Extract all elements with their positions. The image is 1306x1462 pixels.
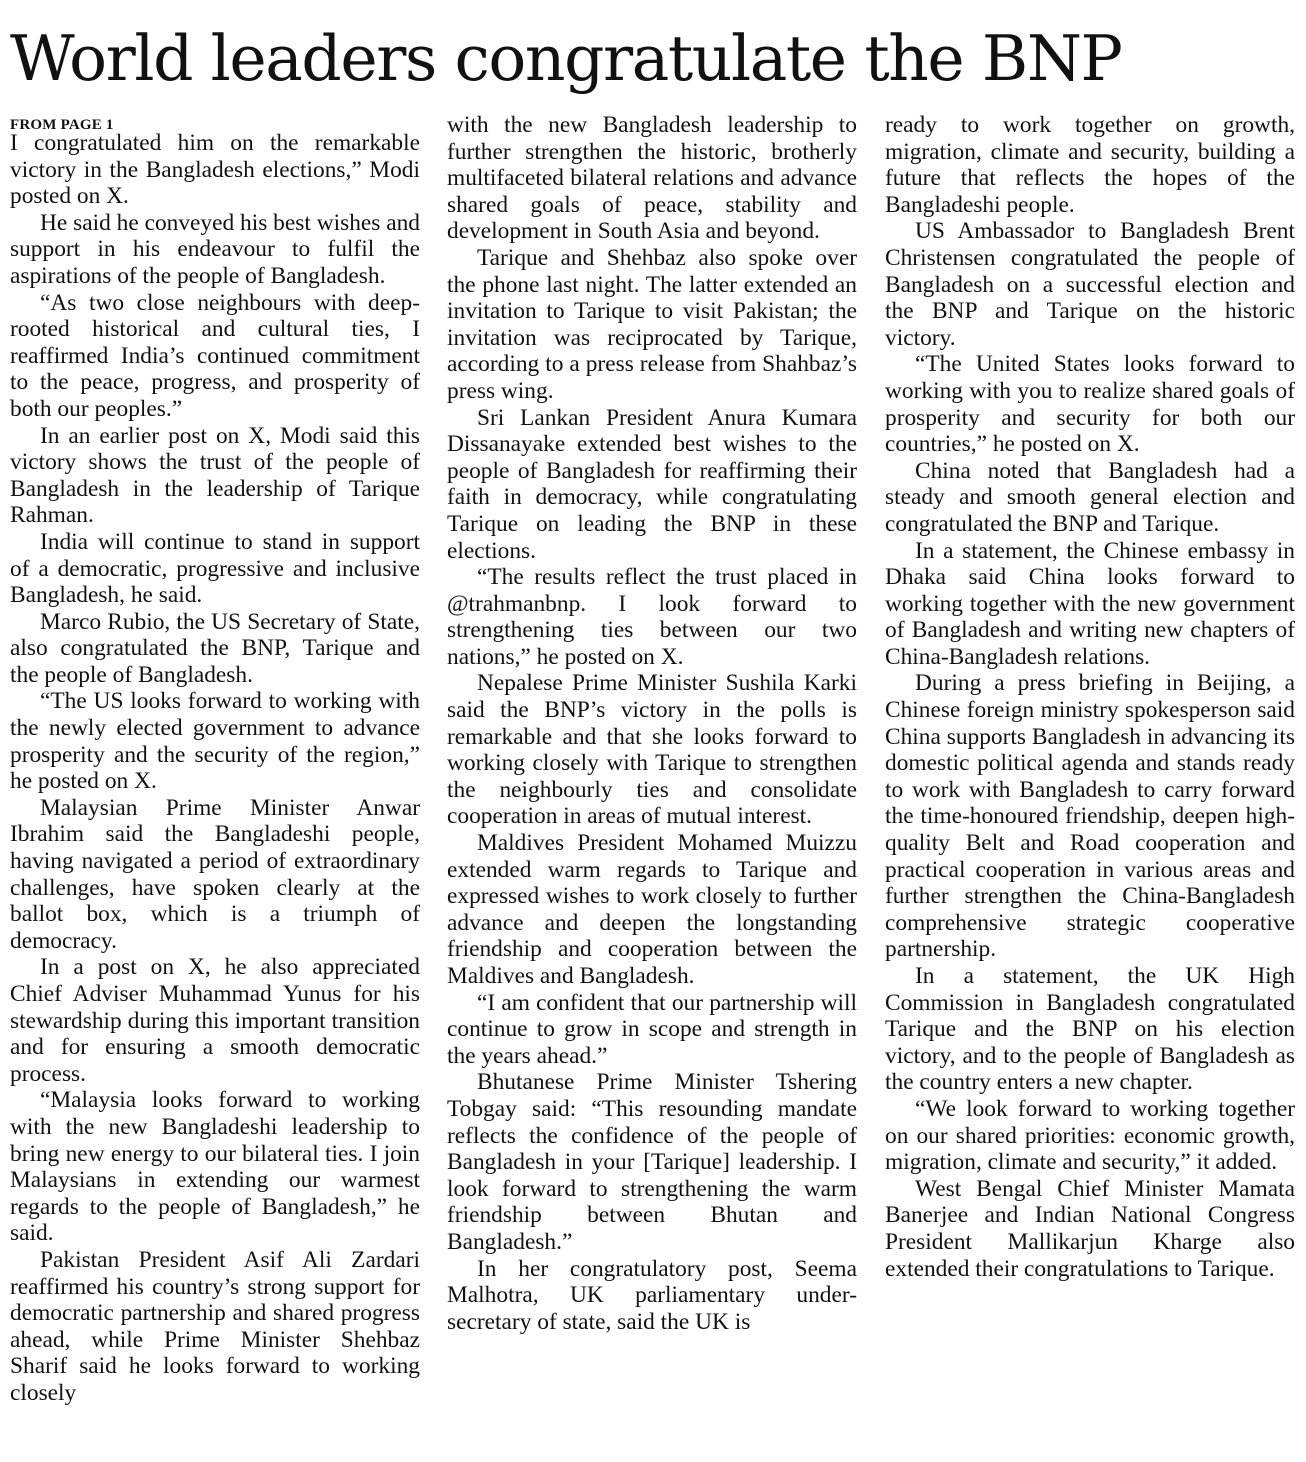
paragraph: Malaysian Prime Minister Anwar Ibrahim said the Bangladeshi people, having navigated a period of extraordinary challenges, have spoken clearly at the ballot box, which is a triumph of democracy. bbox=[10, 794, 420, 954]
article-column-3 bbox=[885, 112, 1295, 1282]
paragraph: In a post on X, he also appreciated Chief Adviser Muhammad Yunus for his stewardship during this important transition and for ensuring a smooth democratic process. bbox=[10, 954, 420, 1087]
paragraph: “I am confident that our partnership will continue to grow in scope and strength in the years ahead.” bbox=[447, 989, 857, 1069]
paragraph: “We look forward to working together on our shared priorities: economic growth, migration, climate and security,” it added. bbox=[885, 1095, 1295, 1176]
paragraph: Nepalese Prime Minister Sushila Karki said the BNP’s victory in the polls is remarkable and that she looks forward to working closely with Tarique to strengthen the neighbourly ties and consolidate cooperation in areas of mutual interest. bbox=[447, 670, 857, 830]
article-column-2 bbox=[447, 112, 857, 1335]
paragraph: “The United States looks forward to working with you to realize shared goals of prosperity and security for both our countries,” he posted on X. bbox=[885, 351, 1295, 458]
paragraph: West Bengal Chief Minister Mamata Banerjee and Indian National Congress President Mallikarjun Kharge also extended their congratulations to Tarique. bbox=[885, 1175, 1295, 1282]
paragraph: with the new Bangladesh leadership to further strengthen the historic, brotherly multifaceted bilateral relations and advance shared goals of peace, stability and development in South Asia and beyond. bbox=[447, 112, 857, 245]
paragraph: In her congratulatory post, Seema Malhotra, UK parliamentary under-secretary of state, said the UK is bbox=[447, 1255, 857, 1335]
paragraph: ready to work together on growth, migration, climate and security, building a future that reflects the hopes of the Bangladeshi people. bbox=[885, 112, 1295, 218]
paragraph: Bhutanese Prime Minister Tshering Tobgay said: “This resounding mandate reflects the confidence of the people of Bangladesh in your [Tarique] leadership. I look forward to strengthening the warm friendship between Bhutan and Bangladesh.” bbox=[447, 1069, 857, 1255]
paragraph: In a statement, the UK High Commission in Bangladesh congratulated Tarique and the BNP on his election victory, and to the people of Bangladesh as the country enters a new chapter. bbox=[885, 963, 1295, 1096]
article-column-1 bbox=[10, 112, 420, 1407]
paragraph: “As two close neighbours with deep-rooted historical and cultural ties, I reaffirmed India’s continued commitment to the peace, progress, and prosperity of both our peoples.” bbox=[10, 289, 420, 422]
paragraph: He said he conveyed his best wishes and support in his endeavour to fulfil the aspirations of the people of Bangladesh. bbox=[10, 209, 421, 289]
paragraph: US Ambassador to Bangladesh Brent Christensen congratulated the people of Bangladesh on a successful election and the BNP and Tarique on the historic victory. bbox=[885, 218, 1295, 351]
paragraph: During a press briefing in Beijing, a Chinese foreign ministry spokesperson said China supports Bangladesh in advancing its domestic political agenda and stands ready to work with Bangladesh to carry forward the time-honoured friendship, deepen high-quality Belt and Road cooperation and practical cooperation in various areas and further strengthen the China-Bangladesh comprehensive strategic cooperative partnership. bbox=[885, 670, 1295, 963]
paragraph: Marco Rubio, the US Secretary of State, also congratulated the BNP, Tarique and the people of Bangladesh. bbox=[10, 608, 420, 688]
paragraph: China noted that Bangladesh had a steady and smooth general election and congratulated the BNP and Tarique. bbox=[885, 457, 1295, 537]
paragraph: In a statement, the Chinese embassy in Dhaka said China looks forward to working together with the new government of Bangladesh and writing new chapters of China-Bangladesh relations. bbox=[885, 537, 1295, 670]
paragraph: I congratulated him on the remarkable victory in the Bangladesh elections,” Modi posted on X. bbox=[10, 130, 420, 210]
headline: World leaders congratulate the BNP bbox=[10, 22, 1122, 95]
paragraph: India will continue to stand in support of a democratic, progressive and inclusive Bangladesh, he said. bbox=[10, 528, 420, 609]
paragraph: “The results reflect the trust placed in @trahmanbnp. I look forward to strengthening ties between our two nations,” he posted on X. bbox=[447, 564, 857, 670]
paragraph: “The US looks forward to working with the newly elected government to advance prosperity and the security of the region,” he posted on X. bbox=[10, 688, 420, 795]
paragraph: Tarique and Shehbaz also spoke over the phone last night. The latter extended an invitation to Tarique to visit Pakistan; the invitation was reciprocated by Tarique, according to a press release from Shahbaz’s press wing. bbox=[447, 244, 857, 404]
paragraph: “Malaysia looks forward to working with the new Bangladeshi leadership to bring new energy to our bilateral ties. I join Malaysians in extending our warmest regards to the people of Bangladesh,” he said. bbox=[10, 1087, 420, 1247]
paragraph: Sri Lankan President Anura Kumara Dissanayake extended best wishes to the people of Bangladesh for reaffirming their faith in democracy, while congratulating Tarique on leading the BNP in these elections. bbox=[447, 404, 857, 564]
kicker: FROM PAGE 1 bbox=[10, 117, 114, 133]
paragraph: Maldives President Mohamed Muizzu extended warm regards to Tarique and expressed wishes to work closely to further advance and deepen the longstanding friendship and cooperation between the Maldives and Bangladesh. bbox=[447, 830, 857, 989]
paragraph: In an earlier post on X, Modi said this victory shows the trust of the people of Bangladesh in the leadership of Tarique Rahman. bbox=[10, 422, 420, 529]
paragraph: Pakistan President Asif Ali Zardari reaffirmed his country’s strong support for democratic partnership and shared progress ahead, while Prime Minister Shehbaz Sharif said he looks forward to working closely bbox=[10, 1246, 420, 1406]
